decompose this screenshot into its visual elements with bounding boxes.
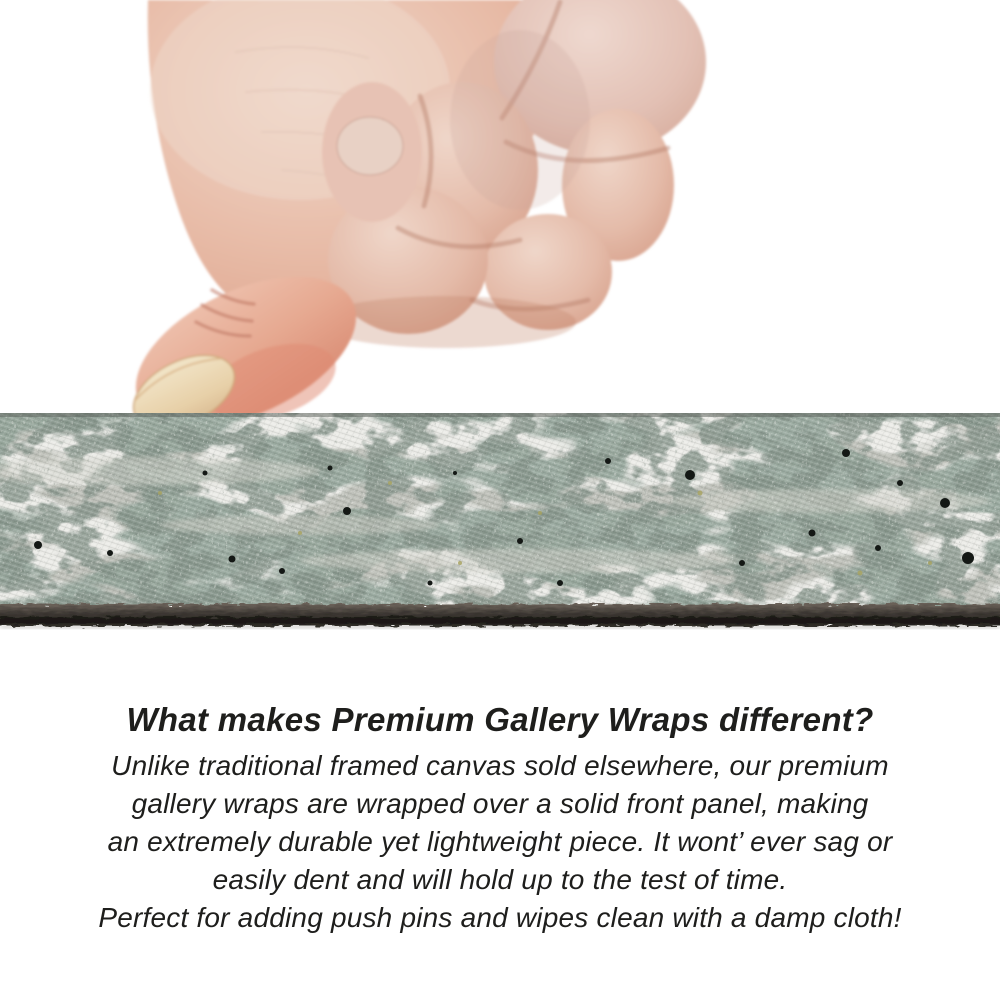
canvas-texture xyxy=(0,413,1000,629)
caption-line: an extremely durable yet lightweight piece. It wont’ ever sag or xyxy=(107,826,893,857)
caption-heading: What makes Premium Gallery Wraps different? xyxy=(126,701,874,738)
canvas-edge-photo xyxy=(0,413,1000,630)
caption-line: Unlike traditional framed canvas sold elsewhere, our premium xyxy=(111,750,889,781)
caption-block xyxy=(0,700,1000,937)
panel-edge xyxy=(0,604,1000,626)
index-fingernail xyxy=(337,117,403,175)
caption-line: gallery wraps are wrapped over a solid front panel, making xyxy=(131,788,869,819)
caption-line: easily dent and will hold up to the test of time. xyxy=(212,864,788,895)
hand-photo xyxy=(0,0,1000,440)
caption-line: Perfect for adding push pins and wipes clean with a damp cloth! xyxy=(98,902,902,933)
